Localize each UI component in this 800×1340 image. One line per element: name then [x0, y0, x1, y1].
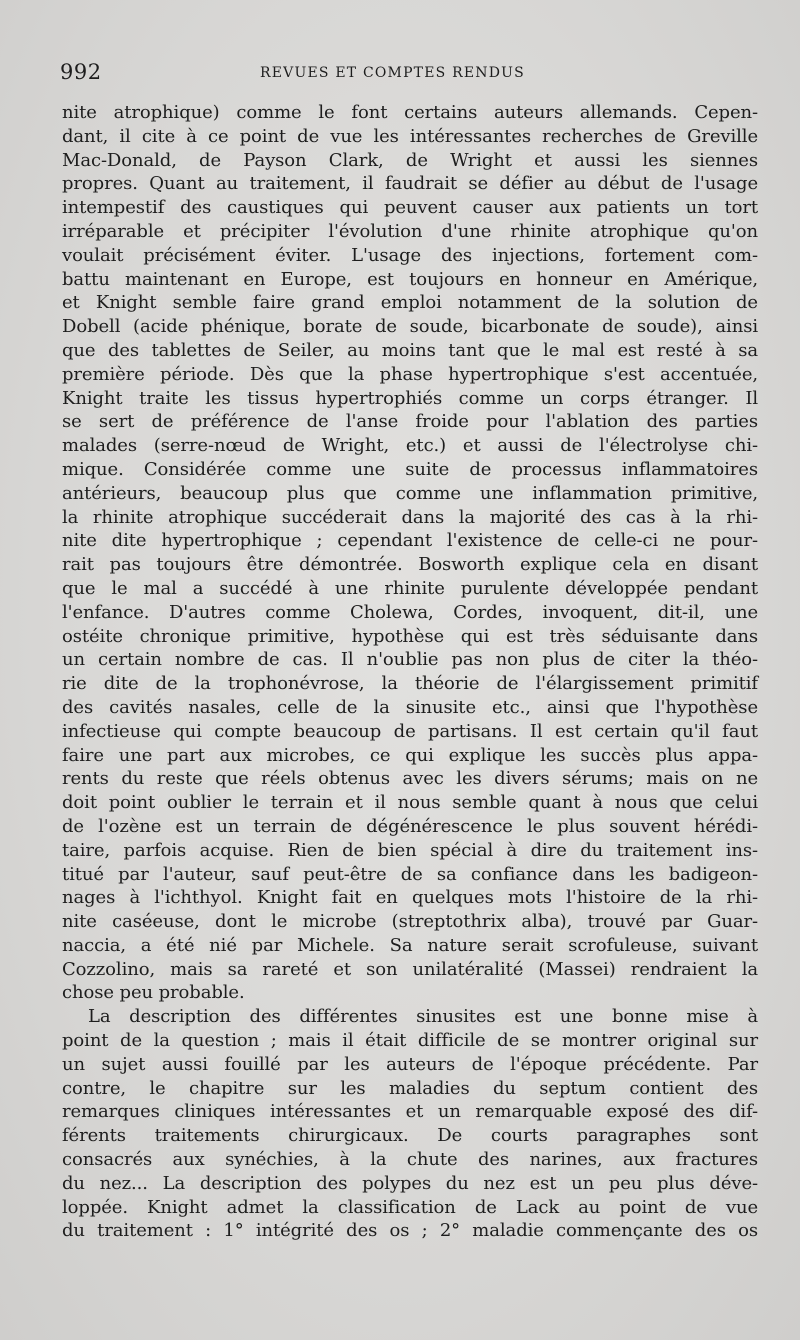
- text-line: contre, le chapitre sur les maladies du septum contient des: [62, 1077, 758, 1099]
- text-line: loppée. Knight admet la classification de Lack au point de vue: [62, 1196, 758, 1218]
- text-line: un certain nombre de cas. Il n'oublie pas non plus de citer la théo-: [62, 649, 758, 671]
- text-line: rents du reste que réels obtenus avec les divers sérums; mais on ne: [62, 768, 758, 790]
- text-line: antérieurs, beaucoup plus que comme une inflammation primitive,: [62, 482, 758, 504]
- text-line: malades (serre-nœud de Wright, etc.) et aussi de l'électrolyse chi-: [62, 435, 758, 457]
- text-line: Knight traite les tissus hypertrophiés comme un corps étranger. Il: [62, 387, 758, 409]
- text-line: consacrés aux synéchies, à la chute des narines, aux fractures: [62, 1149, 758, 1171]
- text-line: première période. Dès que la phase hypertrophique s'est accentuée,: [62, 363, 758, 385]
- text-line: que des tablettes de Seiler, au moins tant que le mal est resté à sa: [62, 339, 758, 361]
- text-line: doit point oublier le terrain et il nous semble quant à nous que celui: [62, 792, 758, 814]
- text-line: point de la question ; mais il était difficile de se montrer original sur: [62, 1030, 758, 1052]
- text-line: du traitement : 1° intégrité des os ; 2° maladie commençante des os: [62, 1220, 758, 1242]
- text-line: Dobell (acide phénique, borate de soude, bicarbonate de soude), ainsi: [62, 316, 758, 338]
- text-line: mique. Considérée comme une suite de processus inflammatoires: [62, 458, 758, 480]
- text-line: intempestif des caustiques qui peuvent causer aux patients un tort: [62, 197, 758, 219]
- text-line: un sujet aussi fouillé par les auteurs de l'époque précédente. Par: [62, 1053, 758, 1075]
- text-line: férents traitements chirurgicaux. De courts paragraphes sont: [62, 1125, 758, 1147]
- paragraph-last-line: chose peu probable.: [62, 982, 245, 1004]
- paragraph-first-line: La description des différentes sinusites est une bonne mise à: [88, 1006, 758, 1028]
- text-line: titué par l'auteur, sauf peut-être de sa confiance dans les badigeon-: [62, 863, 758, 885]
- running-head: REVUES ET COMPTES RENDUS: [260, 65, 525, 81]
- text-line: irréparable et précipiter l'évolution d'une rhinite atrophique qu'on: [62, 220, 758, 242]
- page-number: 992: [60, 60, 102, 84]
- text-line: Cozzolino, mais sa rareté et son unilatéralité (Massei) rendraient la: [62, 958, 758, 980]
- text-line: que le mal a succédé à une rhinite purulente développée pendant: [62, 577, 758, 599]
- text-line: remarques cliniques intéressantes et un remarquable exposé des dif-: [62, 1101, 758, 1123]
- body-text: [62, 101, 758, 1243]
- text-line: taire, parfois acquise. Rien de bien spécial à dire du traitement ins-: [62, 839, 758, 861]
- text-line: ostéite chronique primitive, hypothèse qui est très séduisante dans: [62, 625, 758, 647]
- page-header: [60, 60, 760, 90]
- text-line: rie dite de la trophonévrose, la théorie de l'élargissement primitif: [62, 673, 758, 695]
- text-line: faire une part aux microbes, ce qui explique les succès plus appa-: [62, 744, 758, 766]
- text-line: Mac-Donald, de Payson Clark, de Wright et aussi les siennes: [62, 149, 758, 171]
- text-line: rait pas toujours être démontrée. Bosworth explique cela en disant: [62, 554, 758, 576]
- text-line: dant, il cite à ce point de vue les intéressantes recherches de Greville: [62, 125, 758, 147]
- text-line: propres. Quant au traitement, il faudrait se défier au début de l'usage: [62, 173, 758, 195]
- text-line: nite atrophique) comme le font certains auteurs allemands. Cepen-: [62, 102, 758, 123]
- text-line: nite caséeuse, dont le microbe (streptothrix alba), trouvé par Guar-: [62, 911, 758, 933]
- text-line: naccia, a été nié par Michele. Sa nature serait scrofuleuse, suivant: [62, 934, 758, 956]
- text-line: et Knight semble faire grand emploi notamment de la solution de: [62, 292, 758, 314]
- text-line: battu maintenant en Europe, est toujours en honneur en Amérique,: [62, 268, 758, 290]
- text-line: des cavités nasales, celle de la sinusite etc., ainsi que l'hypothèse: [62, 696, 758, 718]
- text-line: du nez... La description des polypes du nez est un peu plus déve-: [62, 1172, 758, 1194]
- text-line: nite dite hypertrophique ; cependant l'existence de celle-ci ne pour-: [62, 530, 758, 552]
- text-line: la rhinite atrophique succéderait dans la majorité des cas à la rhi-: [62, 506, 758, 528]
- text-line: infectieuse qui compte beaucoup de partisans. Il est certain qu'il faut: [62, 720, 758, 742]
- text-line: voulait précisément éviter. L'usage des injections, fortement com-: [62, 244, 758, 266]
- text-line: nages à l'ichthyol. Knight fait en quelques mots l'histoire de la rhi-: [62, 887, 758, 909]
- text-line: l'enfance. D'autres comme Cholewa, Cordes, invoquent, dit-il, une: [62, 601, 758, 623]
- text-line: se sert de préférence de l'anse froide pour l'ablation des parties: [62, 411, 758, 433]
- text-line: de l'ozène est un terrain de dégénérescence le plus souvent hérédi-: [62, 815, 758, 837]
